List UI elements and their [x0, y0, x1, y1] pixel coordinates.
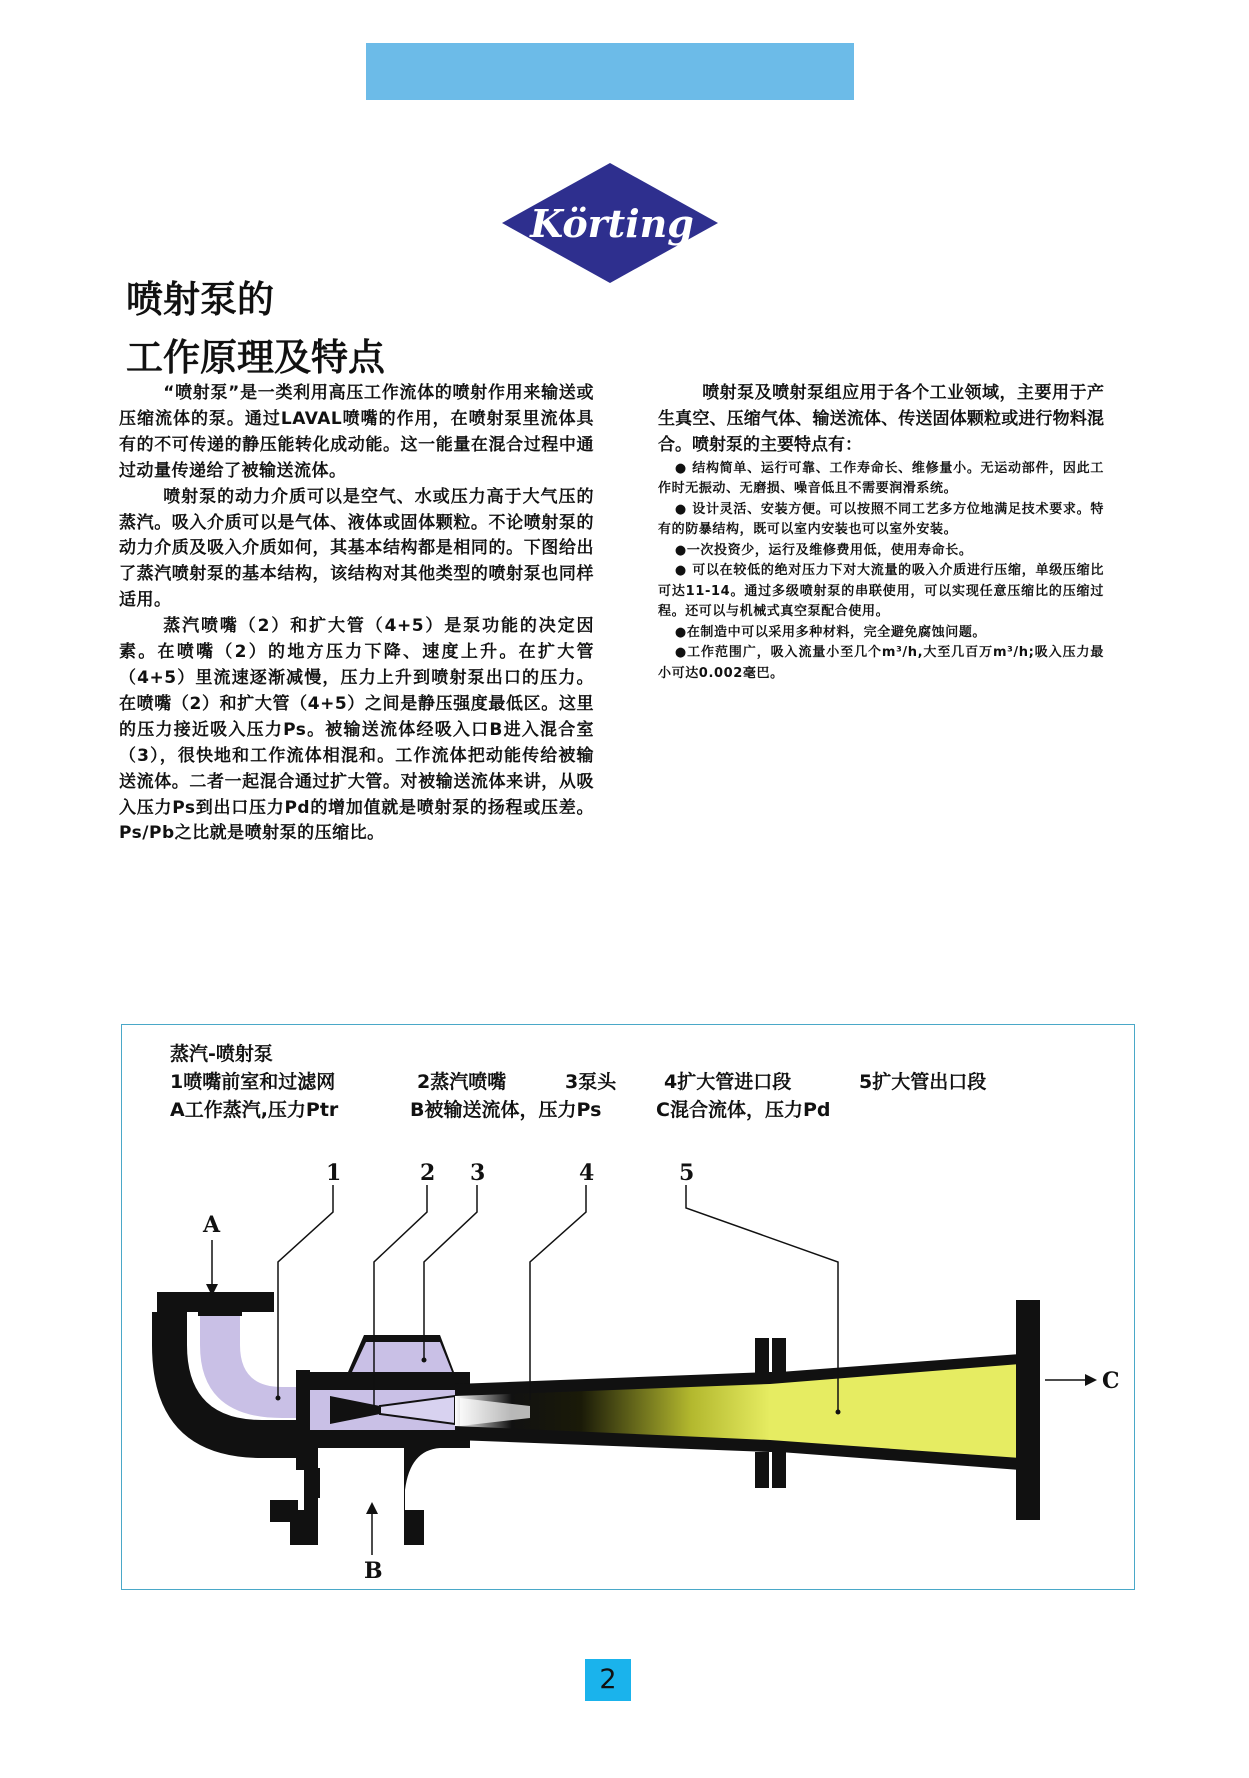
- label-C: C: [1102, 1368, 1120, 1394]
- outlet-flange: [1016, 1300, 1040, 1520]
- page-title: [126, 270, 385, 386]
- legend-item: 3泵头: [565, 1071, 617, 1093]
- feature-item: ● 结构简单、运行可靠、工作寿命长、维修量小。无运动部件，因此工作时无振动、无磨损、噪音低且不需要润滑系统。: [658, 460, 1104, 497]
- label-3: 3: [470, 1160, 486, 1186]
- feature-item: ● 设计灵活、安装方便。可以按照不同工艺多方位地满足技术要求。特有的防暴结构，既可以室内安装也可以室外安装。: [658, 501, 1104, 538]
- legend-item: 2蒸汽喷嘴: [417, 1071, 507, 1093]
- title-line-1: 喷射泵的: [126, 277, 274, 321]
- mixing-chamber: [352, 1342, 452, 1372]
- label-4: 4: [579, 1160, 595, 1186]
- label-5: 5: [679, 1160, 695, 1186]
- title-line-2: 工作原理及特点: [126, 335, 385, 379]
- legend-row-1: [170, 1068, 986, 1096]
- paragraph: 蒸汽喷嘴（2）和扩大管（4+5）是泵功能的决定因素。在喷嘴（2）的地方压力下降、速度上升。在扩大管（4+5）里流速逐渐减慢，压力上升到喷射泵出口的压力。在喷嘴（2）和扩大管（4+5）之间是静压强度最低区。这里的压力接近吸入压力Ps。被输送流体经吸入口B进入混合室（3），很快地和工作流体相混和。工作流体把动能传给被输送流体。二者一起混合通过扩大管。对被输送流体来讲，从吸入压力Ps到出口压力Pd的增加值就是喷射泵的扬程或压差。Ps/Pb之比就是喷射泵的压缩比。: [119, 616, 594, 844]
- paragraph: 喷射泵的动力介质可以是空气、水或压力高于大气压的蒸汽。吸入介质可以是气体、液体或固体颗粒。不论喷射泵的动力介质及吸入介质如何，其基本结构都是相同的。下图给出了蒸汽喷射泵的基本结构，该结构对其他类型的喷射泵也同样适用。: [119, 486, 594, 611]
- feature-item: ● 可以在较低的绝对压力下对大流量的吸入介质进行压缩，单级压缩比可达11-14。通过多级喷射泵的串联使用，可以实现任意压缩比的压缩过程。还可以与机械式真空泵配合使用。: [658, 563, 1104, 620]
- logo-text: Körting: [530, 201, 694, 246]
- legend-row-2: [170, 1096, 986, 1124]
- legend-item: C混合流体，压力Pd: [656, 1099, 831, 1121]
- diffuser: [455, 1354, 1020, 1470]
- legend-item: 5扩大管出口段: [859, 1071, 987, 1093]
- diagram-legend: [170, 1040, 986, 1124]
- feature-item: ●一次投资少，运行及维修费用低，使用寿命长。: [674, 542, 973, 558]
- legend-item: 4扩大管进口段: [664, 1071, 792, 1093]
- feature-item: ●在制造中可以采用多种材料，完全避免腐蚀问题。: [674, 624, 987, 640]
- korting-logo: [500, 163, 720, 283]
- right-column: [658, 381, 1104, 684]
- feature-item: ●工作范围广，吸入流量小至几个m³/h,大至几百万m³/h;吸入压力最小可达0.002毫巴。: [658, 645, 1104, 681]
- paragraph: “喷射泵”是一类利用高压工作流体的喷射作用来输送或压缩流体的泵。通过LAVAL喷嘴的作用，在喷射泵里流体具有的不可传递的静压能转化成动能。这一能量在混合过程中通过动量传递给了被输送流体。: [119, 383, 594, 481]
- legend-item: A工作蒸汽,压力Ptr: [170, 1099, 339, 1121]
- left-column: [119, 381, 594, 847]
- header-bar: [366, 43, 854, 100]
- legend-item: 1喷嘴前室和过滤网: [170, 1071, 336, 1093]
- label-1: 1: [326, 1160, 342, 1186]
- label-A: A: [203, 1212, 221, 1238]
- diagram-title: 蒸汽-喷射泵: [170, 1043, 273, 1065]
- steam-jet-pump-diagram: [122, 1125, 1134, 1588]
- features-intro: 喷射泵及喷射泵组应用于各个工业领域，主要用于产生真空、压缩气体、输送流体、传送固体颗粒或进行物料混合。喷射泵的主要特点有：: [658, 383, 1104, 455]
- label-2: 2: [420, 1160, 436, 1186]
- label-B: B: [364, 1558, 383, 1584]
- page-number: 2: [585, 1659, 631, 1701]
- legend-item: B被输送流体，压力Ps: [410, 1099, 602, 1121]
